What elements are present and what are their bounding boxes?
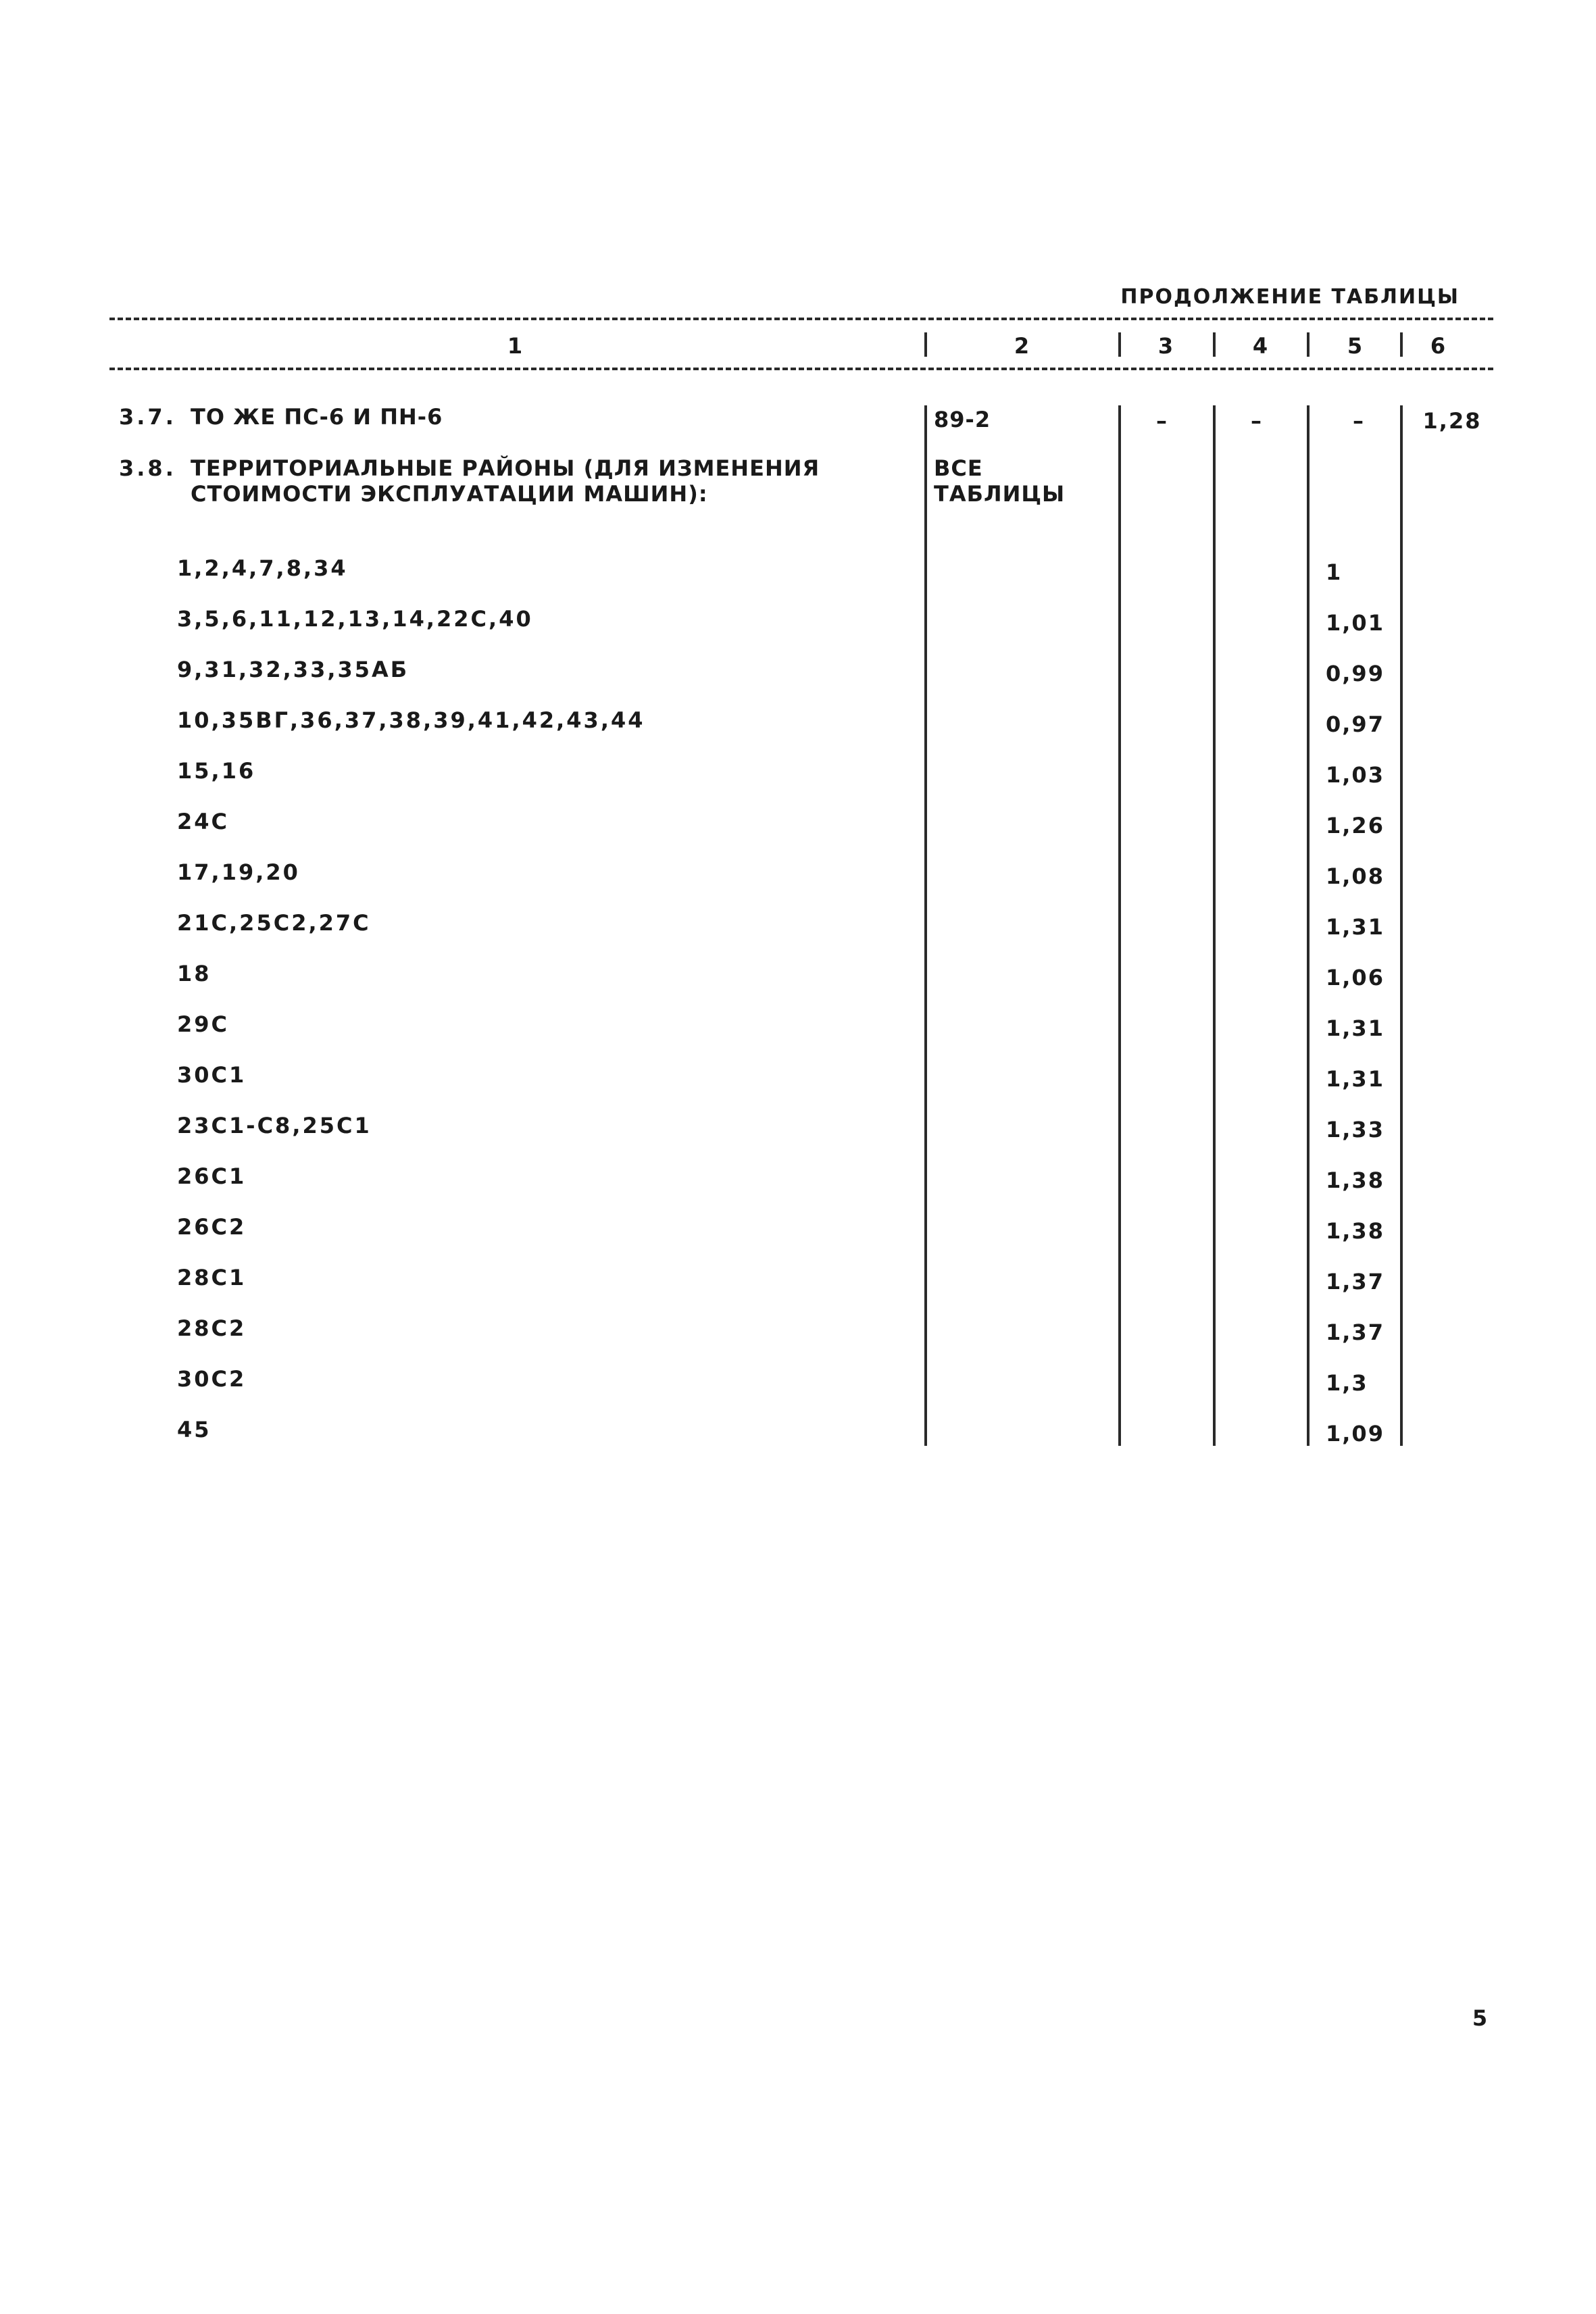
row-table-ref: ВСЕ ТАБЛИЦЫ	[934, 455, 1066, 507]
table-row	[0, 1054, 1596, 1105]
district-list: 30С1	[177, 1062, 247, 1088]
table-row	[0, 547, 1596, 598]
row-number: 3.8.	[119, 455, 176, 481]
row-number: 3.7.	[119, 404, 176, 430]
coefficient: 1,06	[1326, 965, 1385, 990]
header-separator	[924, 332, 927, 357]
table-row	[0, 1206, 1596, 1257]
header-separator	[1213, 332, 1216, 357]
district-list: 24С	[177, 809, 230, 834]
coefficient: 1,26	[1326, 813, 1385, 838]
table-row	[0, 396, 1596, 447]
coefficient: 1,38	[1326, 1218, 1385, 1244]
district-list: 28С1	[177, 1265, 247, 1290]
district-list: 26С2	[177, 1214, 247, 1240]
table-row	[0, 1105, 1596, 1155]
row-col-4: –	[1251, 408, 1263, 434]
table-row	[0, 801, 1596, 851]
district-list: 28С2	[177, 1315, 247, 1341]
coefficient: 1	[1326, 559, 1343, 585]
district-list: 9,31,32,33,35АБ	[177, 657, 409, 682]
district-list: 15,16	[177, 758, 256, 784]
district-list: 10,35ВГ,36,37,38,39,41,42,43,44	[177, 707, 645, 733]
table-row	[0, 1358, 1596, 1409]
header-col-1: 1	[507, 333, 523, 359]
table-row	[0, 953, 1596, 1003]
row-description: ТЕРРИТОРИАЛЬНЫЕ РАЙОНЫ (ДЛЯ ИЗМЕНЕНИЯ СТОИМОСТИ ЭКСПЛУАТАЦИИ МАШИН):	[191, 455, 820, 507]
table-row	[0, 1003, 1596, 1054]
table-row	[0, 649, 1596, 699]
table-row	[0, 1155, 1596, 1206]
coefficient: 1,38	[1326, 1167, 1385, 1193]
district-list: 30С2	[177, 1366, 247, 1392]
coefficient: 1,37	[1326, 1269, 1385, 1294]
row-col-3: –	[1156, 408, 1168, 434]
district-list: 23С1-С8,25С1	[177, 1113, 372, 1138]
header-separator	[1118, 332, 1121, 357]
header-col-2: 2	[1014, 333, 1030, 359]
page-number: 5	[1472, 2005, 1488, 2031]
table-row	[0, 447, 1596, 515]
table-row	[0, 1257, 1596, 1307]
row-col-6: 1,28	[1422, 408, 1482, 434]
coefficient: 0,97	[1326, 711, 1385, 737]
district-list: 1,2,4,7,8,34	[177, 555, 348, 581]
district-list: 18	[177, 961, 211, 986]
coefficient: 1,31	[1326, 914, 1385, 940]
row-description: ТО ЖЕ ПС-6 И ПН-6	[191, 404, 443, 430]
district-list: 21С,25С2,27С	[177, 910, 371, 936]
header-separator	[1307, 332, 1310, 357]
table-row	[0, 1307, 1596, 1358]
table-row	[0, 750, 1596, 801]
coefficient: 0,99	[1326, 661, 1385, 686]
coefficient: 1,08	[1326, 863, 1385, 889]
table-row	[0, 902, 1596, 953]
row-table-ref: 89-2	[934, 407, 991, 432]
coefficient: 1,3	[1326, 1370, 1368, 1396]
coefficient: 1,31	[1326, 1066, 1385, 1092]
header-separator	[1400, 332, 1403, 357]
table-row	[0, 1409, 1596, 1459]
coefficient: 1,09	[1326, 1421, 1385, 1447]
table-row	[0, 598, 1596, 649]
header-col-5: 5	[1347, 333, 1363, 359]
row-col-5: –	[1353, 408, 1365, 434]
header-col-4: 4	[1252, 333, 1268, 359]
coefficient: 1,31	[1326, 1015, 1385, 1041]
header-col-3: 3	[1157, 333, 1174, 359]
district-list: 29С	[177, 1011, 230, 1037]
district-list: 45	[177, 1417, 211, 1442]
table-header-rule	[109, 368, 1493, 370]
district-list: 26С1	[177, 1163, 247, 1189]
coefficient: 1,37	[1326, 1319, 1385, 1345]
table-top-rule	[109, 318, 1493, 320]
coefficient: 1,03	[1326, 762, 1385, 788]
header-col-6: 6	[1430, 333, 1446, 359]
table-row	[0, 699, 1596, 750]
district-list: 3,5,6,11,12,13,14,22С,40	[177, 606, 533, 632]
coefficient: 1,33	[1326, 1117, 1385, 1142]
coefficient: 1,01	[1326, 610, 1385, 636]
continuation-label: ПРОДОЛЖЕНИЕ ТАБЛИЦЫ	[1120, 285, 1460, 309]
table-row	[0, 851, 1596, 902]
district-list: 17,19,20	[177, 859, 300, 885]
